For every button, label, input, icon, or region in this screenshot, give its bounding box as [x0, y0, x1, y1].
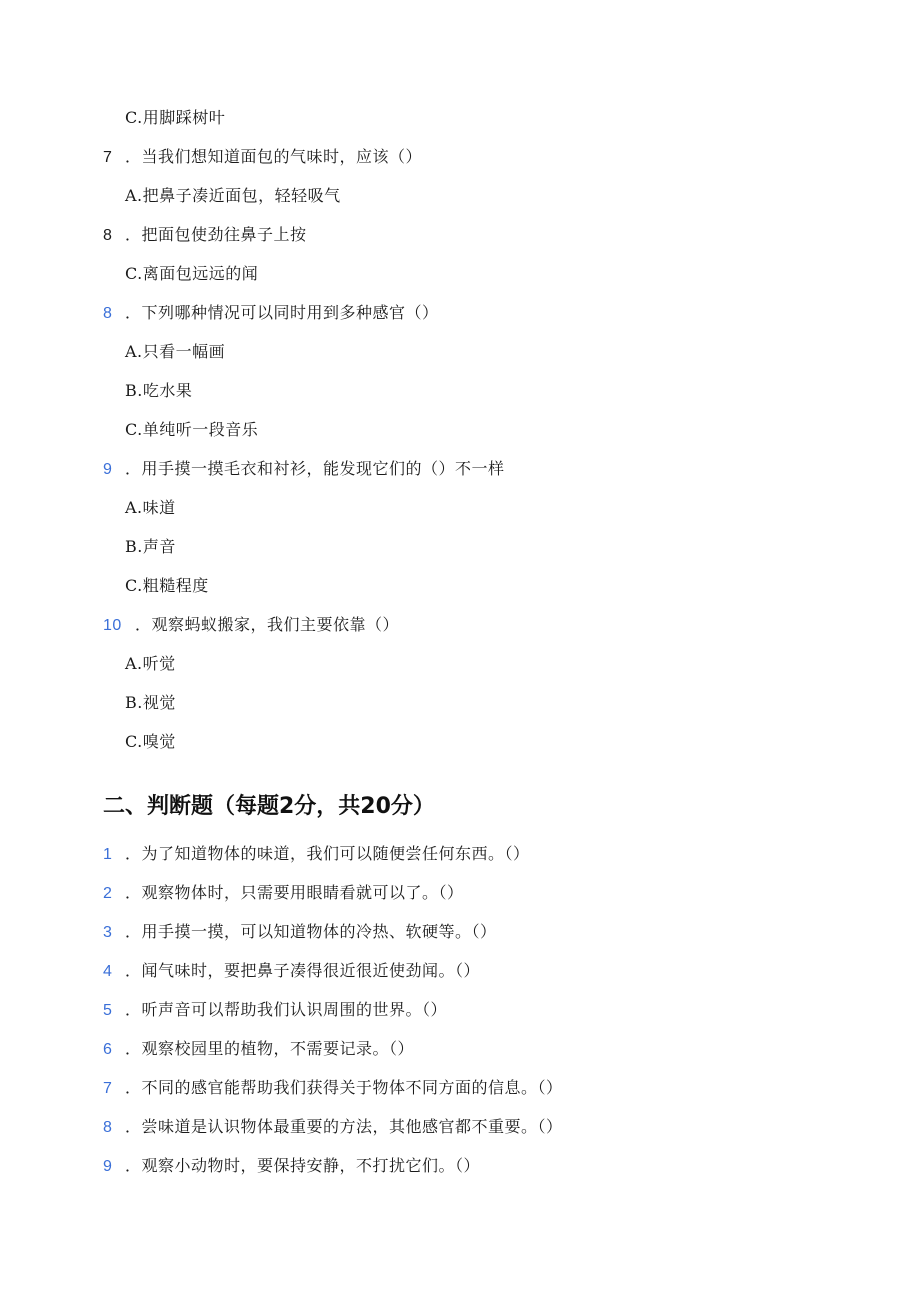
choice-text: B.视觉	[125, 693, 176, 712]
question-line	[103, 302, 439, 325]
question-number: 3	[103, 924, 113, 941]
choice-text: C.粗糙程度	[125, 576, 209, 595]
choice-line	[103, 185, 341, 207]
question-text: ．为了知道物体的味道，我们可以随便尝任何东西。（）	[125, 844, 530, 863]
choice-line	[103, 692, 176, 714]
question-number: 8	[103, 305, 113, 322]
question-number: 10	[103, 617, 122, 634]
question-line	[103, 614, 399, 637]
question-text: ．把面包使劲往鼻子上按	[125, 225, 307, 244]
choice-text: C.用脚踩树叶	[125, 108, 226, 127]
question-text: ．听声音可以帮助我们认识周围的世界。（）	[125, 1000, 448, 1019]
question-number: 8	[103, 227, 113, 244]
judge-question	[103, 882, 464, 905]
question-line	[103, 458, 505, 481]
question-text: ．观察蚂蚁搬家，我们主要依靠（）	[135, 615, 400, 634]
judge-question	[103, 999, 447, 1022]
question-text: ．闻气味时，要把鼻子凑得很近很近使劲闻。（）	[125, 961, 481, 980]
question-text: ．不同的感官能帮助我们获得关于物体不同方面的信息。（）	[125, 1078, 563, 1097]
choice-text: C.离面包远远的闻	[125, 264, 259, 283]
choice-line	[103, 497, 176, 519]
judge-question	[103, 1155, 480, 1178]
judge-question	[103, 1116, 563, 1139]
choice-line	[103, 107, 225, 129]
choice-text: B.吃水果	[125, 381, 193, 400]
choice-line	[103, 341, 225, 363]
question-number: 9	[103, 461, 113, 478]
question-text: ．用手摸一摸毛衣和衬衫，能发现它们的（）不一样	[125, 459, 505, 478]
question-line	[103, 224, 307, 247]
question-text: ．观察小动物时，要保持安静，不打扰它们。（）	[125, 1156, 481, 1175]
choice-line	[103, 575, 209, 597]
question-number: 9	[103, 1158, 113, 1175]
question-number: 1	[103, 846, 113, 863]
choice-line	[103, 419, 258, 441]
question-text: ．尝味道是认识物体最重要的方法，其他感官都不重要。（）	[125, 1117, 563, 1136]
question-text: ．当我们想知道面包的气味时，应该（）	[125, 147, 423, 166]
question-number: 8	[103, 1119, 113, 1136]
choice-line	[103, 263, 258, 285]
judge-question	[103, 843, 530, 866]
judge-question	[103, 1077, 563, 1100]
choice-text: A.只看一幅画	[125, 342, 226, 361]
choice-text: B.声音	[125, 537, 176, 556]
question-text: ．观察校园里的植物，不需要记录。（）	[125, 1039, 415, 1058]
question-number: 4	[103, 963, 113, 980]
question-number: 7	[103, 1080, 113, 1097]
choice-line	[103, 380, 192, 402]
choice-line	[103, 653, 176, 675]
question-line	[103, 146, 422, 169]
choice-text: A.把鼻子凑近面包，轻轻吸气	[125, 186, 341, 205]
question-number: 7	[103, 149, 113, 166]
question-text: ．用手摸一摸，可以知道物体的冷热、软硬等。（）	[125, 922, 497, 941]
choice-text: A.味道	[125, 498, 176, 517]
choice-line	[103, 536, 176, 558]
judge-question	[103, 1038, 414, 1061]
choice-text: C.嗅觉	[125, 732, 176, 751]
judge-question	[103, 921, 497, 944]
question-text: ．下列哪种情况可以同时用到多种感官（）	[125, 303, 439, 322]
question-text: ．观察物体时，只需要用眼睛看就可以了。（）	[125, 883, 464, 902]
choice-line	[103, 731, 176, 753]
choice-text: A.听觉	[125, 654, 176, 673]
question-number: 5	[103, 1002, 113, 1019]
judge-question	[103, 960, 480, 983]
question-number: 6	[103, 1041, 113, 1058]
section-heading: 二、判断题（每题2分，共20分）	[103, 794, 435, 819]
question-number: 2	[103, 885, 113, 902]
choice-text: C.单纯听一段音乐	[125, 420, 259, 439]
